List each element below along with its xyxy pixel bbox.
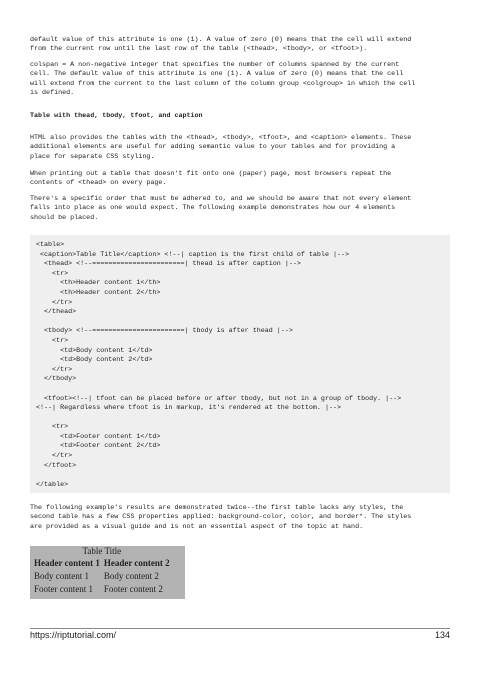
code-line: <td>Footer content 2</td>	[36, 442, 161, 451]
code-line: <tr>	[36, 269, 69, 278]
code-line: <!--| Regardless where tfoot is in markup, it's rendered at the bottom. |-->	[36, 404, 341, 413]
code-line: <caption>Table Title</caption> <!--| caption is the first child of table |-->	[36, 250, 350, 259]
footer-cell: Footer content 1	[34, 584, 93, 594]
footer-cell: Footer content 2	[103, 584, 163, 594]
code-line: <td>Body content 2</td>	[36, 356, 153, 365]
paragraph-rowspan: default value of this attribute is one (1). A value of zero (0) means that the cell will extend from the current row until the last row of the table (<thead>, <tbody>, or <tfoot>).	[30, 36, 412, 54]
paragraph-order: There's a specific order that must be adhered to, and we should be aware that not every element falls into place as one would expect. The following example demonstrates how our 4 elements should be placed.	[30, 195, 412, 222]
code-line	[36, 471, 444, 481]
footer-site-link[interactable]: https://riptutorial.com/	[30, 630, 117, 640]
code-line: <tr>	[36, 423, 69, 432]
code-line: <thead> <!--=======================| thead is after caption |-->	[36, 260, 301, 269]
table-row	[32, 583, 172, 596]
demo-table-render	[30, 546, 185, 599]
header-cell: Header content 1	[34, 558, 100, 568]
code-line: <td>Footer content 1</td>	[36, 432, 161, 441]
code-line: </tfoot>	[36, 461, 77, 470]
demo-table-caption: Table Title	[82, 546, 122, 556]
code-line: </tr>	[36, 298, 73, 307]
body-cell: Body content 1	[34, 571, 89, 581]
code-line: </tbody>	[36, 375, 77, 384]
code-line: <td>Body content 1</td>	[36, 346, 153, 355]
code-line: <th>Header content 2</th>	[36, 288, 161, 297]
code-line: </tr>	[36, 365, 73, 374]
page-number: 134	[434, 630, 450, 640]
paragraph-colspan: colspan = A non-negative integer that specifies the number of columns spanned by the current cell. The default value of this attribute is one (1). A value of zero (0) means that the cell will extend from the current to the last column of the column group <colgroup> in which the cell is defined.	[30, 61, 416, 97]
demo-table	[32, 546, 172, 596]
code-line: <table>	[36, 241, 65, 249]
code-line	[36, 385, 444, 395]
code-line: <th>Header content 1</th>	[36, 279, 161, 288]
table-row	[32, 570, 172, 583]
code-line: <tbody> <!--=======================| tbody is after thead |-->	[36, 327, 293, 336]
code-line: <tr>	[36, 336, 69, 345]
code-line	[36, 318, 444, 328]
code-line	[36, 414, 444, 424]
code-line: </tr>	[36, 452, 73, 461]
footer-divider	[30, 628, 450, 629]
paragraph-table-elements: HTML also provides the tables with the <thead>, <tbody>, <tfoot>, and <caption> elements. These additional elements are useful for adding semantic value to your tables and for providing a place for separate CSS styling.	[30, 134, 412, 161]
table-row	[32, 557, 172, 570]
code-block	[30, 235, 450, 493]
body-cell: Body content 2	[103, 571, 159, 581]
code-line: </thead>	[36, 308, 77, 317]
paragraph-example-results: The following example's results are demonstrated twice--the first table lacks any styles, the second table has a few CSS properties applied: background-color, color, and border*. The styles are provided as a visual guide and is not an essential aspect of the topic at hand.	[30, 504, 412, 531]
header-cell: Header content 2	[103, 558, 170, 568]
paragraph-printing: When printing out a table that doesn't fit onto one (paper) page, most browsers repeat the contents of <thead> on every page.	[30, 170, 392, 188]
code-line: </table>	[36, 480, 69, 489]
section-heading: Table with thead, tbody, tfoot, and caption	[30, 112, 203, 120]
code-line: <tfoot><!--| tfoot can be placed before or after tbody, but not in a group of tbody. |-->	[36, 394, 402, 403]
